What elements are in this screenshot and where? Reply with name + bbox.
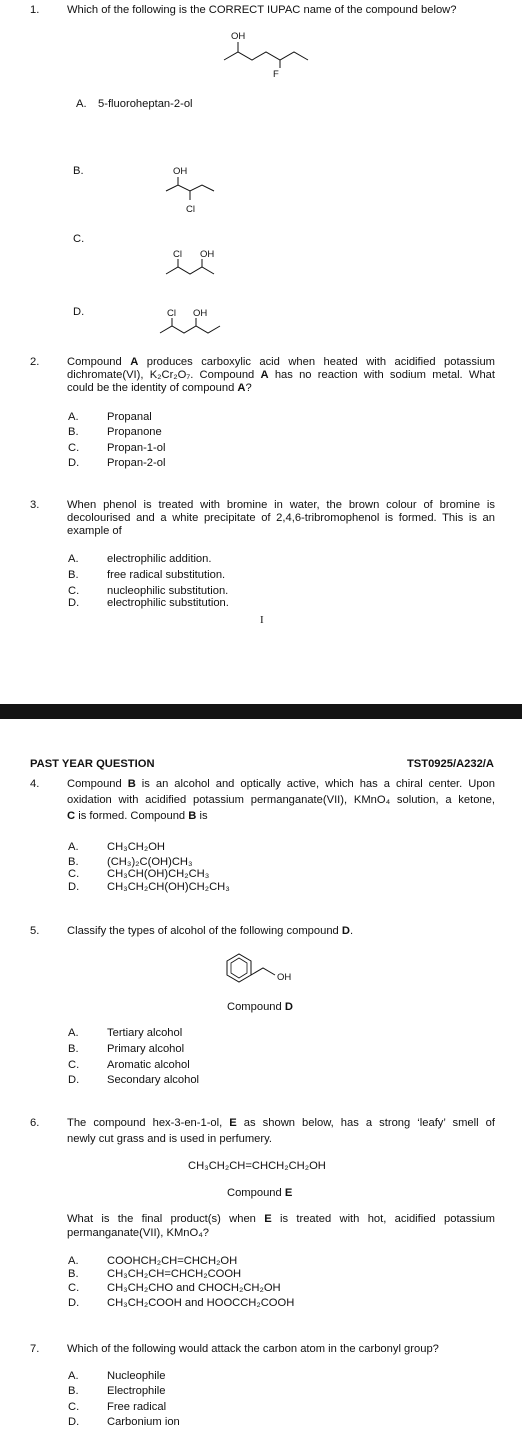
q2-option-a-text: Propanal bbox=[107, 411, 152, 423]
q5-option-b-text: Primary alcohol bbox=[107, 1043, 185, 1055]
section-title: PAST YEAR QUESTION bbox=[30, 758, 155, 770]
q6-line-1: The compound hex-3-en-1-ol, E as shown below, has a strong ‘leafy’ smell of bbox=[67, 1117, 495, 1129]
q5-option-a-letter: A. bbox=[68, 1027, 79, 1039]
q2-line-1: Compound A produces carboxylic acid when heated with acidified potassium bbox=[67, 356, 496, 368]
q4-option-a-text: CH₃CH₂OH bbox=[107, 841, 165, 853]
q2-number: 2. bbox=[30, 356, 40, 368]
q2-line-3: could be the identity of compound A? bbox=[67, 382, 252, 394]
q4-option-a-letter: A. bbox=[68, 841, 79, 853]
q7-option-d-letter: D. bbox=[68, 1416, 80, 1428]
q2-option-b-letter: B. bbox=[68, 426, 79, 438]
q1-option-b-oh-label: OH bbox=[173, 166, 188, 177]
q1-structure-oh-label: OH bbox=[231, 31, 246, 42]
q4-option-b-letter: B. bbox=[68, 856, 79, 868]
q4-option-b-text: (CH₃)₂C(OH)CH₃ bbox=[107, 856, 193, 868]
q2-option-a-letter: A. bbox=[68, 411, 79, 423]
q2-option-d-text: Propan-2-ol bbox=[107, 457, 166, 469]
q7-text: Which of the following would attack the carbon atom in the carbonyl group? bbox=[67, 1343, 439, 1355]
q7-option-a-letter: A. bbox=[68, 1370, 79, 1382]
q1-option-a-letter: A. bbox=[76, 98, 87, 110]
q1-option-a-text: 5-fluoroheptan-2-ol bbox=[98, 98, 193, 110]
q6-option-b-letter: B. bbox=[68, 1268, 79, 1280]
q5-caption: Compound D bbox=[227, 1001, 293, 1013]
q2-line-2: dichromate(VI), K₂Cr₂O₇. Compound A has no reaction with sodium metal. What bbox=[67, 369, 496, 381]
q6-line-4: permanganate(VII), KMnO₄? bbox=[67, 1227, 209, 1239]
q2-option-c-text: Propan-1-ol bbox=[107, 442, 166, 454]
q1-option-d-letter: D. bbox=[73, 306, 85, 318]
q6-option-a-letter: A. bbox=[68, 1255, 79, 1267]
q5-option-d-text: Secondary alcohol bbox=[107, 1074, 200, 1086]
q3-option-c-letter: C. bbox=[68, 585, 80, 597]
q3-number: 3. bbox=[30, 499, 40, 511]
q5-text: Classify the types of alcohol of the following compound D. bbox=[67, 925, 354, 937]
q6-line-2: newly cut grass and is used in perfumery. bbox=[67, 1133, 272, 1145]
q3-option-a-letter: A. bbox=[68, 553, 79, 565]
q6-line-3: What is the final product(s) when E is treated with hot, acidified potassium bbox=[67, 1213, 495, 1225]
q4-option-d-text: CH₃CH₂CH(OH)CH₂CH₃ bbox=[107, 881, 230, 893]
q2-option-d-letter: D. bbox=[68, 457, 80, 469]
q4-option-c-letter: C. bbox=[68, 868, 80, 880]
stray-mark: I bbox=[260, 614, 264, 626]
q7-option-a-text: Nucleophile bbox=[107, 1370, 166, 1382]
q4-line-1: Compound B is an alcohol and optically active, which has a chiral center. Upon bbox=[67, 778, 495, 790]
q1-option-c-oh-label: OH bbox=[200, 249, 215, 260]
q2-option-c-letter: C. bbox=[68, 442, 80, 454]
q6-option-c-text: CH₃CH₂CHO and CHOCH₂CH₂OH bbox=[107, 1282, 281, 1294]
q5-option-b-letter: B. bbox=[68, 1043, 79, 1055]
q3-line-3: example of bbox=[67, 525, 122, 537]
q5-option-d-letter: D. bbox=[68, 1074, 80, 1086]
q7-option-c-letter: C. bbox=[68, 1401, 80, 1413]
q4-line-2: oxidation with acidified potassium permanganate(VII), KMnO₄ solution, a ketone, bbox=[67, 794, 495, 806]
section-code: TST0925/A232/A bbox=[406, 758, 494, 770]
q1-option-c-structure bbox=[0, 245, 522, 280]
q6-formula: CH₃CH₂CH=CHCH₂CH₂OH bbox=[188, 1160, 326, 1172]
page-separator-bar bbox=[0, 704, 522, 719]
q1-option-d-structure bbox=[0, 304, 522, 339]
q3-line-1: When phenol is treated with bromine in water, the brown colour of bromine is bbox=[67, 499, 495, 511]
q6-option-a-text: COOHCH₂CH=CHCH₂OH bbox=[107, 1255, 238, 1267]
q7-option-b-text: Electrophile bbox=[107, 1385, 166, 1397]
q4-option-c-text: CH₃CH(OH)CH₂CH₃ bbox=[107, 868, 210, 880]
q7-option-b-letter: B. bbox=[68, 1385, 79, 1397]
q1-option-b-letter: B. bbox=[73, 165, 84, 177]
q1-structure bbox=[0, 0, 522, 90]
q4-line-3: C is formed. Compound B is bbox=[67, 810, 208, 822]
q1-option-b-cl-label: Cl bbox=[186, 204, 195, 215]
q5-number: 5. bbox=[30, 925, 40, 937]
q1-option-d-cl-label: Cl bbox=[167, 308, 176, 319]
q5-structure-oh-label: OH bbox=[277, 972, 292, 983]
q6-option-b-text: CH₃CH₂CH=CHCH₂COOH bbox=[107, 1268, 242, 1280]
q5-option-a-text: Tertiary alcohol bbox=[107, 1027, 183, 1039]
q6-option-c-letter: C. bbox=[68, 1282, 80, 1294]
q4-number: 4. bbox=[30, 778, 40, 790]
q1-option-b-structure bbox=[0, 160, 522, 220]
q5-option-c-text: Aromatic alcohol bbox=[107, 1059, 190, 1071]
q3-option-d-letter: D. bbox=[68, 597, 80, 609]
q1-option-d-oh-label: OH bbox=[193, 308, 208, 319]
q1-option-c-cl-label: Cl bbox=[173, 249, 182, 260]
q7-number: 7. bbox=[30, 1343, 40, 1355]
q3-option-d-text: electrophilic substitution. bbox=[107, 597, 229, 609]
q7-option-c-text: Free radical bbox=[107, 1401, 167, 1413]
q5-option-c-letter: C. bbox=[68, 1059, 80, 1071]
q6-option-d-text: CH₃CH₂COOH and HOOCCH₂COOH bbox=[107, 1297, 295, 1309]
q1-structure-f-label: F bbox=[273, 69, 279, 80]
q6-caption: Compound E bbox=[227, 1187, 293, 1199]
q1-text: Which of the following is the CORRECT IUPAC name of the compound below? bbox=[67, 4, 457, 16]
q1-number: 1. bbox=[30, 4, 40, 16]
q6-option-d-letter: D. bbox=[68, 1297, 80, 1309]
q6-number: 6. bbox=[30, 1117, 40, 1129]
q3-option-a-text: electrophilic addition. bbox=[107, 553, 212, 565]
q1-option-c-letter: C. bbox=[73, 233, 85, 245]
q3-option-c-text: nucleophilic substitution. bbox=[107, 585, 229, 597]
q7-option-d-text: Carbonium ion bbox=[107, 1416, 180, 1428]
q5-benzyl-alcohol-structure bbox=[0, 950, 522, 990]
q3-option-b-letter: B. bbox=[68, 569, 79, 581]
q2-option-b-text: Propanone bbox=[107, 426, 162, 438]
q4-option-d-letter: D. bbox=[68, 881, 80, 893]
q3-option-b-text: free radical substitution. bbox=[107, 569, 226, 581]
q3-line-2: decolourised and a white precipitate of 2,4,6-tribromophenol is formed. This is an bbox=[67, 512, 495, 524]
